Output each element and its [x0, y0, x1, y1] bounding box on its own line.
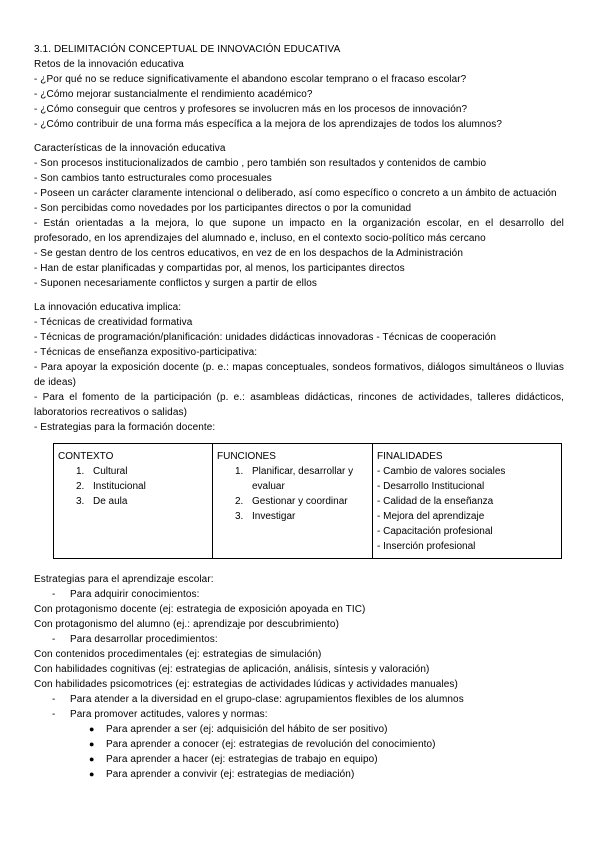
contexto-item: 2. Institucional — [76, 481, 146, 492]
contexto-item: 3. De aula — [76, 496, 128, 507]
bullet-icon: ● — [89, 739, 95, 749]
spacer — [34, 559, 564, 572]
caracteristicas-item: - Están orientadas a la mejora, lo que supone un impacto en la organización escolar, en el desarrollo del profesorado, en los aprendizajes del alumnado e, incluso, en el contexto socio-político más cercano — [34, 218, 564, 244]
funciones-item: 2. Gestionar y coordinar — [235, 496, 348, 507]
finalidades-item: - Mejora del aprendizaje — [377, 511, 485, 522]
spacer — [34, 291, 564, 300]
contexto-item: 1. Cultural — [76, 466, 128, 477]
finalidades-item: - Calidad de la enseñanza — [377, 496, 494, 507]
implica-item: - Técnicas de enseñanza expositivo-participativa: — [34, 347, 258, 358]
implica-title: La innovación educativa implica: — [34, 302, 182, 313]
strategies-table — [53, 443, 562, 559]
retos-item: - ¿Cómo contribuir de una forma más específica a la mejora de los aprendizajes de todos los alumnos? — [34, 119, 503, 130]
aprendizaje-title: Estrategias para el aprendizaje escolar: — [34, 574, 214, 585]
caracteristicas-item: - Han de estar planificadas y compartidas por, al menos, los participantes directos — [34, 263, 405, 274]
aprendizaje-subheading: - Para atender a la diversidad en el grupo-clase: agrupamientos flexibles de los alumnos — [52, 694, 464, 705]
caracteristicas-title: Características de la innovación educativa — [34, 143, 226, 154]
finalidades-item: - Cambio de valores sociales — [377, 466, 506, 477]
aprendizaje-item: Con habilidades psicomotrices (ej: estrategias de actividades lúdicas y actividades manuales) — [34, 679, 458, 690]
aprendizaje-item: Con protagonismo docente (ej: estrategia de exposición apoyada en TIC) — [34, 604, 366, 615]
funciones-cell — [213, 444, 373, 559]
finalidades-item: - Inserción profesional — [377, 541, 476, 552]
funciones-item: 3. Investigar — [235, 511, 296, 522]
finalidades-item: - Capacitación profesional — [377, 526, 493, 537]
bullet-icon: ● — [89, 724, 95, 734]
finalidades-cell — [373, 444, 562, 559]
retos-item: - ¿Por qué no se reduce significativamente el abandono escolar temprano o el fracaso escolar? — [34, 74, 467, 85]
bullet-icon: ● — [89, 769, 95, 779]
implica-item: - Para el fomento de la participación (p. e.: asambleas didácticas, rincones de actividades, talleres didácticos, laboratorios recreativos o salidas) — [34, 392, 564, 418]
retos-item: - ¿Cómo conseguir que centros y profesores se involucren más en los procesos de innovación? — [34, 104, 468, 115]
aprendizaje-subheading: - Para promover actitudes, valores y normas: — [52, 709, 268, 720]
bullet-icon: ● — [89, 754, 95, 764]
aprendizaje-item: Con habilidades cognitivas (ej: estrategias de aplicación, análisis, síntesis y valoración) — [34, 664, 430, 675]
caracteristicas-item: - Poseen un carácter claramente intencional o deliberado, así como específico o concreto a un ámbito de actuación — [34, 188, 557, 199]
spacer — [34, 132, 564, 141]
finalidades-item: - Desarrollo Institucional — [377, 481, 485, 492]
aprendizaje-item: Con protagonismo del alumno (ej.: aprendizaje por descubrimiento) — [34, 619, 339, 630]
document-page — [34, 42, 564, 782]
aprendizaje-bullet-item: ● Para aprender a ser (ej: adquisición del hábito de ser positivo) — [89, 724, 388, 735]
funciones-header: FUNCIONES — [217, 451, 276, 462]
contexto-header: CONTEXTO — [58, 451, 114, 462]
aprendizaje-item: Con contenidos procedimentales (ej: estrategias de simulación) — [34, 649, 322, 660]
retos-item: - ¿Cómo mejorar sustancialmente el rendimiento académico? — [34, 89, 313, 100]
retos-title: Retos de la innovación educativa — [34, 59, 184, 70]
finalidades-header: FINALIDADES — [377, 451, 443, 462]
contexto-cell — [54, 444, 213, 559]
section-heading: 3.1. DELIMITACIÓN CONCEPTUAL DE INNOVACIÓN EDUCATIVA — [34, 44, 341, 55]
aprendizaje-bullet-item: ● Para aprender a convivir (ej: estrategias de mediación) — [89, 769, 355, 780]
implica-item: - Para apoyar la exposición docente (p. e.: mapas conceptuales, sondeos formativos, diálogos simultáneos o lluvias de ideas) — [34, 362, 564, 388]
funciones-item: 1. Planificar, desarrollar y evaluar — [235, 466, 354, 492]
aprendizaje-bullet-item: ● Para aprender a conocer (ej: estrategias de revolución del conocimiento) — [89, 739, 436, 750]
caracteristicas-item: - Son cambios tanto estructurales como procesuales — [34, 173, 272, 184]
implica-item: - Estrategias para la formación docente: — [34, 422, 216, 433]
caracteristicas-item: - Se gestan dentro de los centros educativos, en vez de en los despachos de la Administración — [34, 248, 463, 259]
aprendizaje-bullet-item: ● Para aprender a hacer (ej: estrategias de trabajo en equipo) — [89, 754, 378, 765]
aprendizaje-subheading: - Para desarrollar procedimientos: — [52, 634, 218, 645]
implica-item: - Técnicas de programación/planificación: unidades didácticas innovadoras - Técnicas de cooperación — [34, 332, 497, 343]
caracteristicas-item: - Suponen necesariamente conflictos y surgen a partir de ellos — [34, 278, 318, 289]
caracteristicas-item: - Son percibidas como novedades por los participantes directos o por la comunidad — [34, 203, 412, 214]
caracteristicas-item: - Son procesos institucionalizados de cambio , pero también son resultados y contenidos de cambio — [34, 158, 487, 169]
implica-item: - Técnicas de creatividad formativa — [34, 317, 193, 328]
aprendizaje-subheading: - Para adquirir conocimientos: — [52, 589, 200, 600]
